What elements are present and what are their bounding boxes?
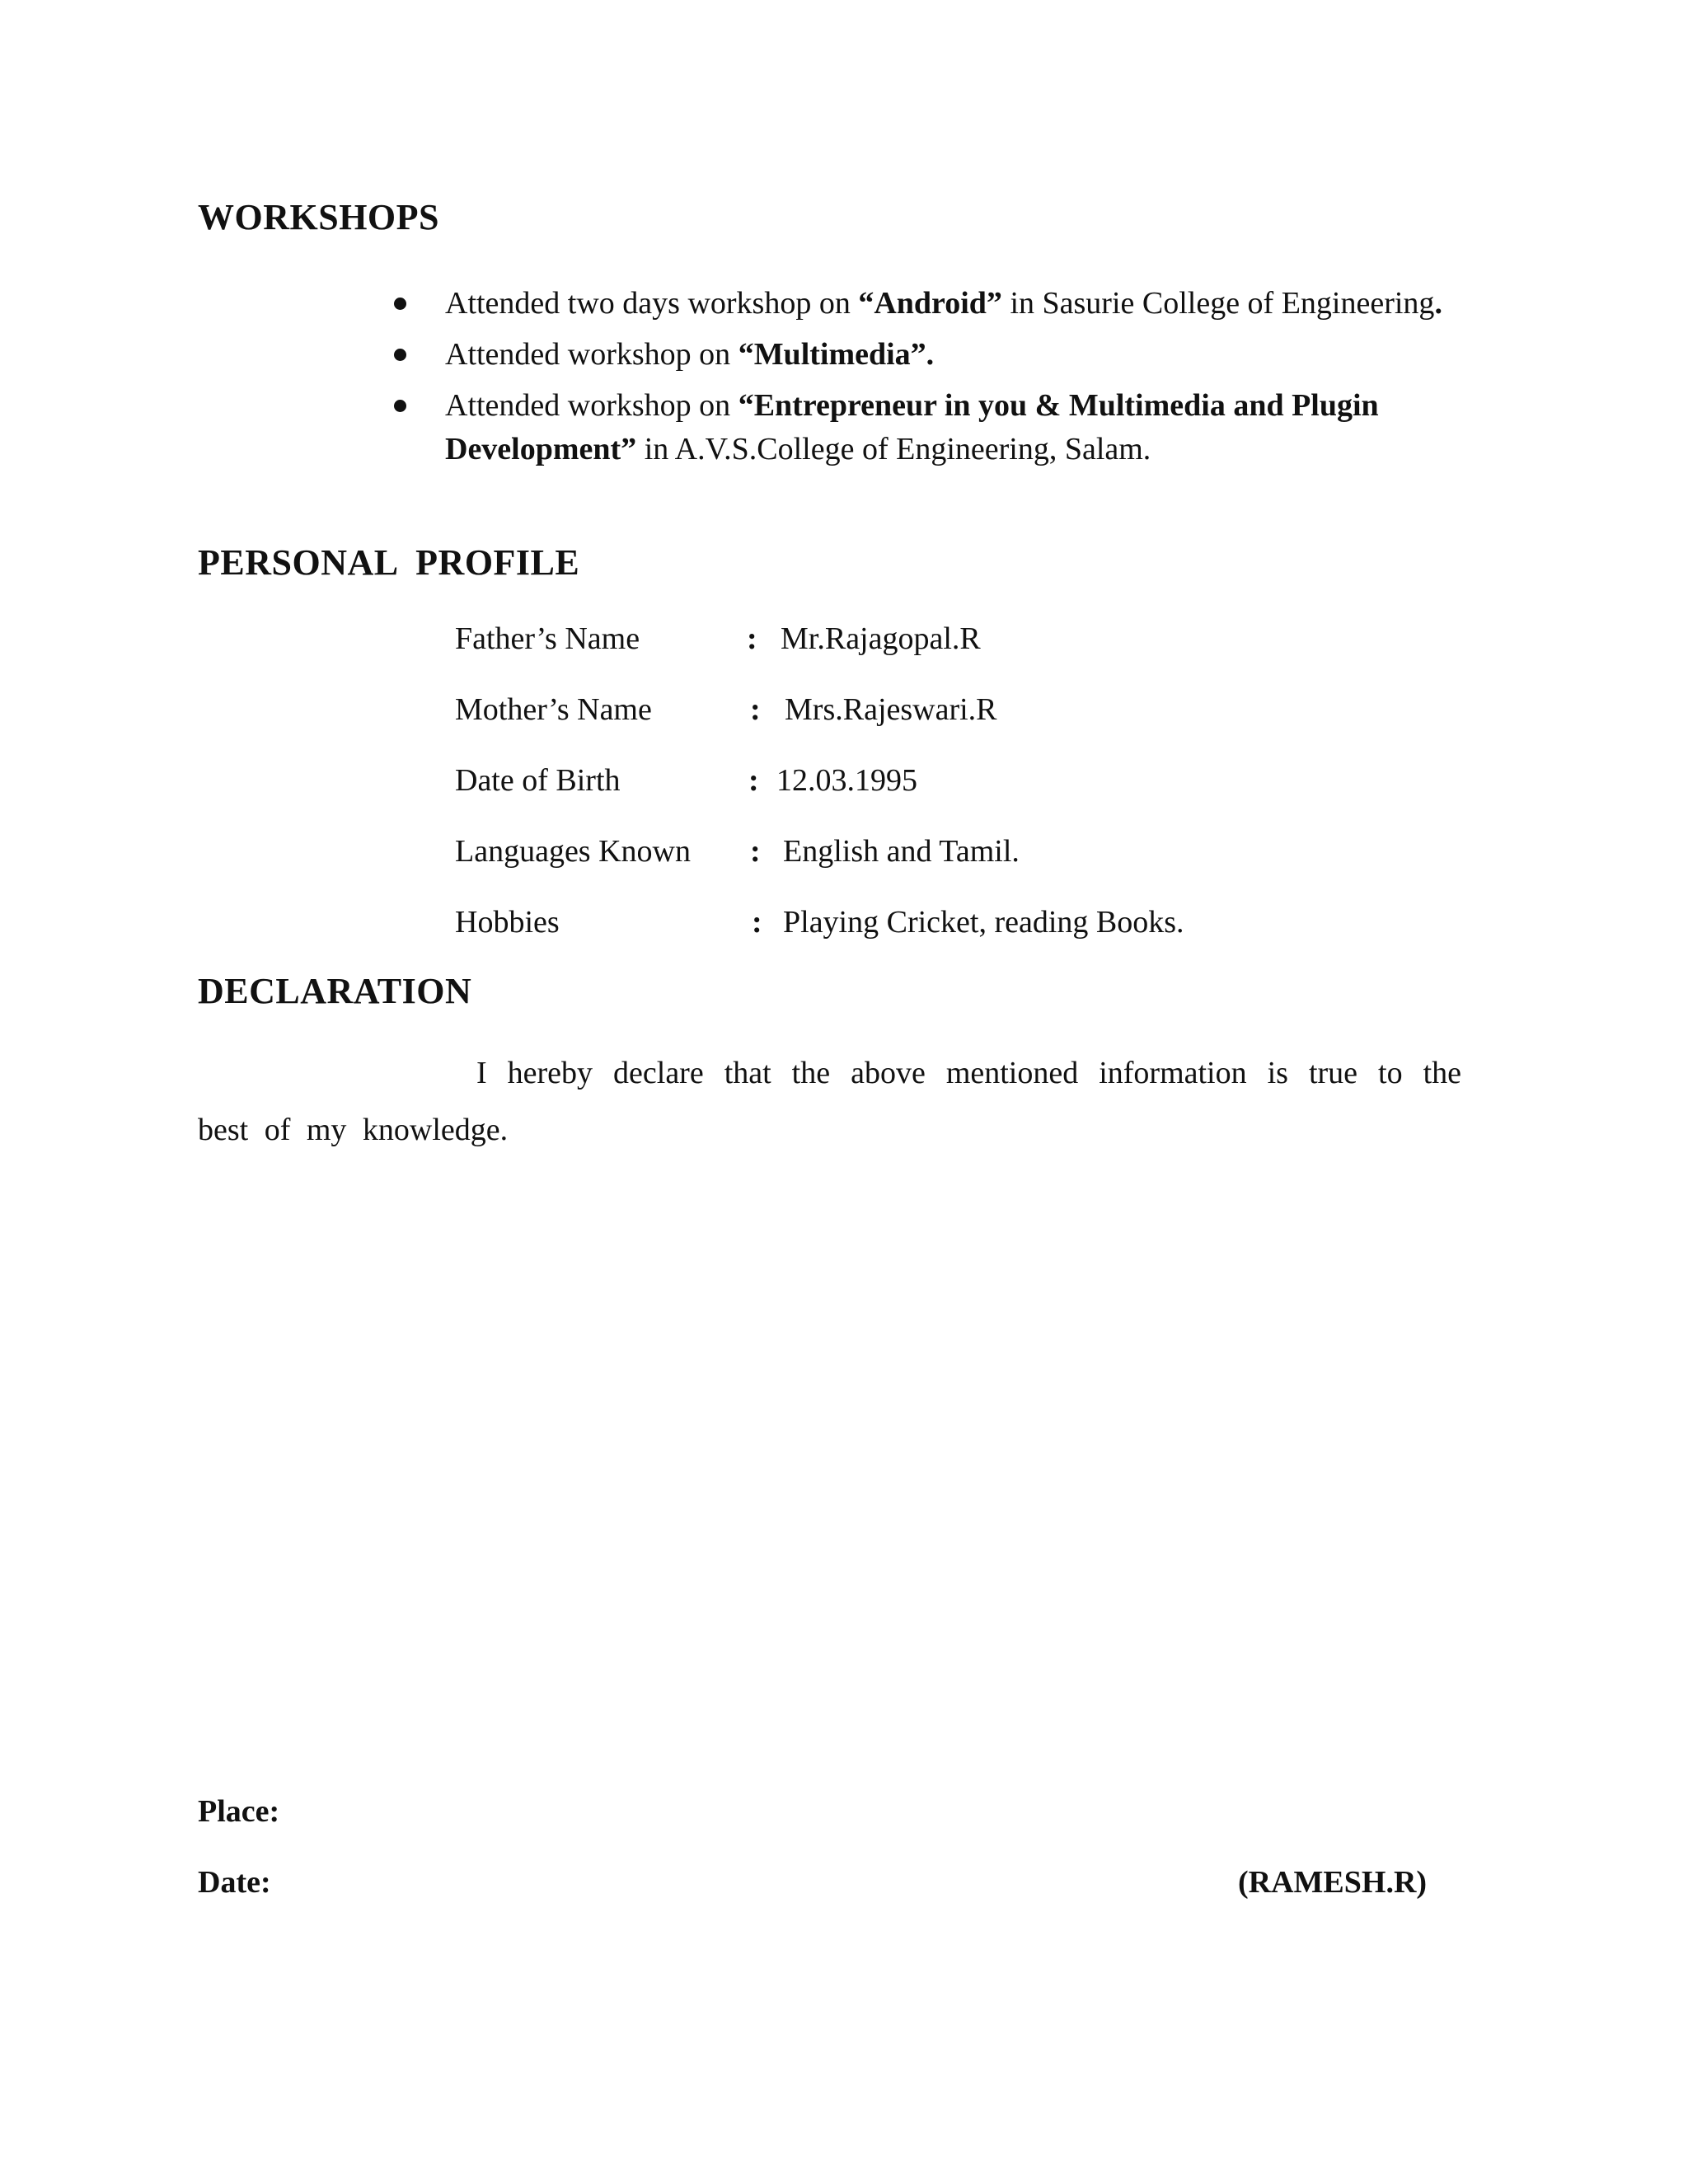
profile-row-father: [455, 618, 1526, 659]
list-item: Attended workshop on “Multimedia”.: [387, 333, 1459, 377]
profile-label: Date of Birth: [455, 763, 621, 798]
workshops-heading: WORKSHOPS: [198, 197, 439, 237]
signatory-name: (RAMESH.R): [1238, 1865, 1428, 1900]
profile-colon: :: [752, 905, 762, 940]
list-item: Attended workshop on “Entrepreneur in you & Multimedia and Plugin Development” in A.V.S.College of Engineering, Salam.: [387, 384, 1459, 471]
workshops-list: [387, 282, 1459, 479]
profile-colon: :: [750, 834, 761, 869]
profile-value: Mrs.Rajeswari.R: [785, 692, 997, 727]
date-label: Date:: [198, 1865, 271, 1900]
profile-row-languages: [455, 831, 1526, 872]
declaration-heading: DECLARATION: [198, 971, 472, 1011]
bullet-icon: [394, 400, 406, 412]
declaration-text: I hereby declare that the above mentioned information is true to the best of my knowledge.: [198, 1056, 1461, 1147]
bullet-icon: [394, 349, 406, 361]
profile-value: Mr.Rajagopal.R: [781, 621, 981, 656]
profile-row-mother: [455, 689, 1526, 730]
profile-value: 12.03.1995: [776, 763, 917, 798]
profile-colon: :: [748, 763, 759, 798]
bullet-icon: [394, 298, 406, 310]
profile-row-dob: [455, 760, 1526, 801]
personal-profile-heading: PERSONAL PROFILE: [198, 542, 580, 583]
list-item: Attended two days workshop on “Android” in Sasurie College of Engineering.: [387, 282, 1459, 326]
profile-value: Playing Cricket, reading Books.: [783, 905, 1184, 940]
profile-row-hobbies: [455, 902, 1526, 943]
place-label: Place:: [198, 1794, 280, 1829]
profile-colon: :: [750, 692, 761, 727]
profile-label: Hobbies: [455, 905, 560, 940]
profile-label: Father’s Name: [455, 621, 640, 656]
profile-label: Languages Known: [455, 834, 691, 869]
profile-colon: :: [747, 621, 757, 656]
profile-label: Mother’s Name: [455, 692, 652, 727]
profile-value: English and Tamil.: [783, 834, 1020, 869]
